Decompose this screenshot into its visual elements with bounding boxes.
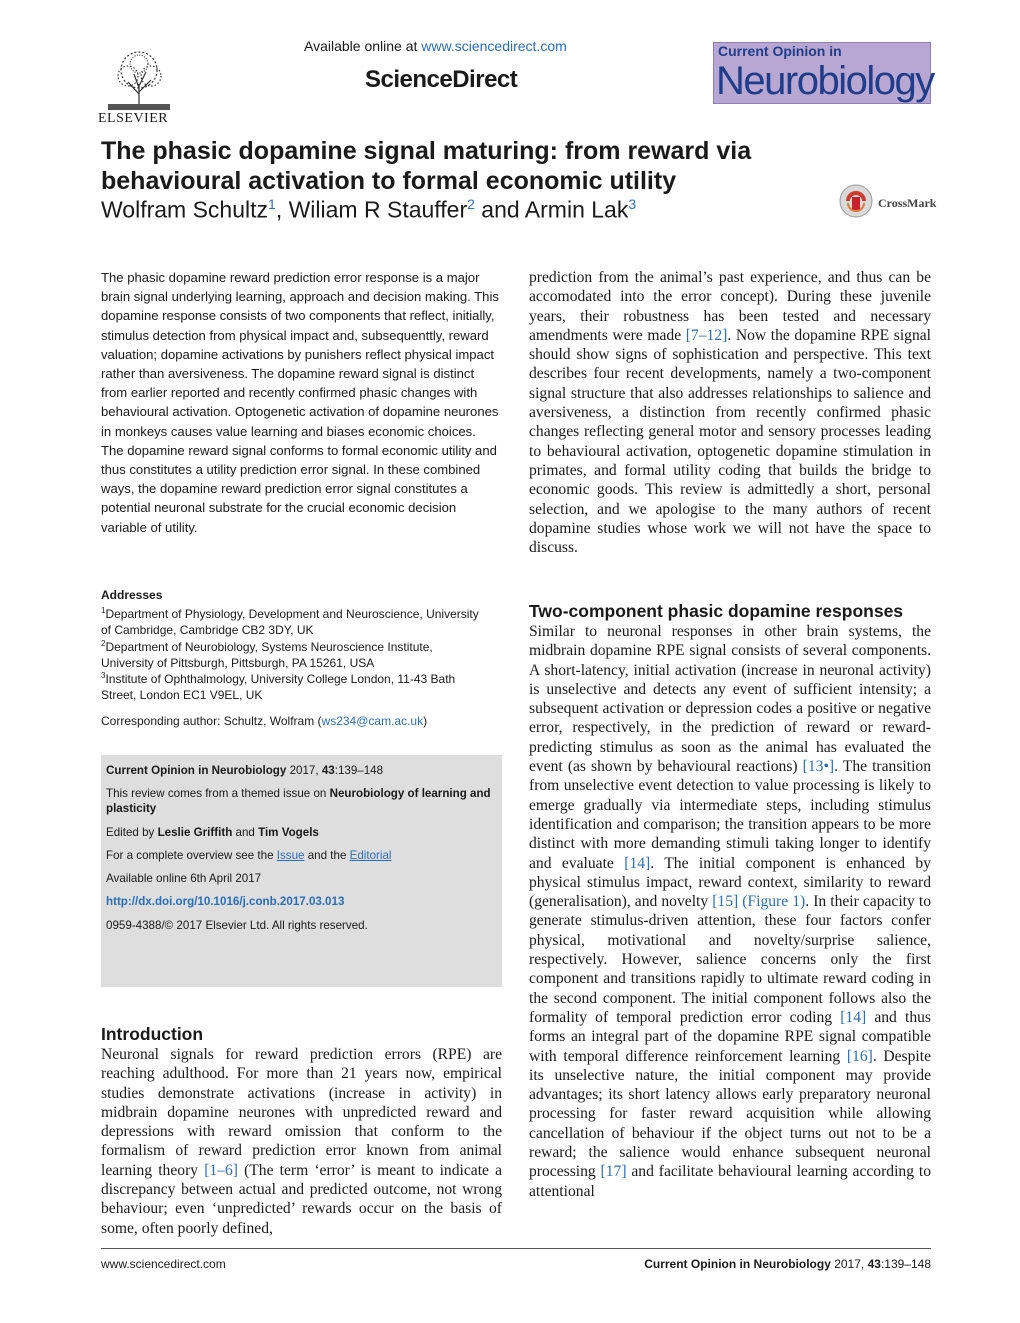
info-doi [106,894,496,909]
body-text: prediction from the animal’s past experience, and thus can be accomodated into the error concept). During these juvenile years, their robustness has been tested and necessary amendments were made [529,269,931,344]
footer-volume: 43 [867,1257,881,1271]
author-affil[interactable]: 2 [467,196,475,212]
body-text: . The initial component is enhanced by physical stimulus impact, reward context, similarity to reward (generalisation), and novelty [529,854,931,911]
abstract: The phasic dopamine reward prediction error response is a major brain signal underlying learning, approach and decision making. This dopamine response consists of two components that reflect, initially, stimulus detection from physical impact and, subsequenttly, reward valuation; dopamine activations by punishers reflect physical impact rather than aversiveness. The dopamine reward signal is distinct from earlier reported and recently confirmed phasic changes with behavioural activation. Optogenetic activation of dopamine neurones in monkeys causes value learning and biases economic choices. The dopamine reward signal conforms to formal economic utility and thus constitutes a utility prediction error signal. In these combined ways, the dopamine reward prediction error signal constitutes a potential neuronal substrate for the crucial economic decision variable of utility. [101,270,499,535]
address-line: University of Pittsburgh, Pittsburgh, PA 15261, USA [101,656,375,670]
intro-paragraph [101,1045,502,1238]
ref-link[interactable]: [7–12] [685,326,728,344]
body-text: . Now the dopamine RPE signal should show signs of sophistication and perspective. This text describes four recent developments, namely a two-component signal structure that also addresses relationships to salience and aversiveness, a distinction from recently confirmed phasic changes reflecting general motor and sensory processes leading to behavioural activation, optogenetic dopamine stimulation in primates, and formal utility coding that builds the bridge to economic goods. This review is admittedly a short, personal selection, and we apologise to the many authors of recent dopamine studies whose work we will not have the space to discuss. [529,326,931,557]
ref-link[interactable]: [1–6] [204,1161,238,1179]
author-sep: , [275,196,289,223]
author-sep: and [474,196,525,223]
corresponding-author [101,714,427,728]
author-affil[interactable]: 3 [628,196,637,212]
address-sup: 3 [101,671,106,680]
address-item [101,603,501,638]
info-year: 2017, [286,764,322,777]
author-affil[interactable]: 1 [268,196,276,212]
footer-divider [101,1248,931,1249]
sciencedirect-brand: ScienceDirect [365,66,518,93]
body-text: Similar to neuronal responses in other brain systems, the midbrain dopamine RPE signal consists of several components. A short-latency, initial activation (increase in neuronal activity) is unselective and detects any event of sufficient intensity; a subsequent activation or depression codes a positive or negative error, respectively, in the prediction of reward or reward-predicting stimulus as soon as the animal has evaluated the event (as shown by behavioural reactions) [529,623,931,776]
ref-link[interactable]: [13•] [802,758,835,776]
editorial-link[interactable]: Editorial [349,849,392,862]
journal-banner [713,42,934,104]
ref-link[interactable]: [16] [846,1047,873,1065]
address-item [101,668,501,703]
address-sup: 2 [101,639,106,648]
author-name: Armin Lak [524,196,629,223]
email-link[interactable]: ws234@cam.ac.uk [321,714,424,728]
info-edited-prefix: Edited by [106,826,158,839]
intro-text: (The term ‘error’ is meant to indicate a discrepancy between actual and predicted outcome, not wrong behaviour; even ‘unpredicted’ rewards occur on the basis of some, often poorly defined, [101,1161,502,1237]
sciencedirect-link[interactable]: www.sciencedirect.com [421,38,567,54]
intro-heading: Introduction [101,1024,204,1044]
available-online [304,38,567,54]
address-line: of Cambridge, Cambridge CB2 3DY, UK [101,623,314,637]
info-volume: 43 [321,764,335,777]
address-item [101,636,501,671]
footer-year: 2017, [830,1257,868,1271]
info-and: and [232,826,259,839]
intro-text: Neuronal signals for reward prediction errors (RPE) are reaching adulthood. For more than 21 years now, empirical studies demonstrate activations (increase in activity) in midbrain dopamine neurones with unpredicted reward and depressions with reward omission that conform to the formalism of reward prediction error known from animal learning theory [101,1046,502,1179]
corr-suffix: ) [423,714,428,728]
figure-link[interactable]: (Figure 1) [742,893,806,911]
corr-prefix: Corresponding author: Schultz, Wolfram ( [101,714,322,728]
body-text: . The transition from unselective event detection to value processing is likely to emerge gradually via intermediate steps, including stimulus identification and comparison; the transition appears to be more distinct with more demanding stimuli taking longer to identify and evaluate [529,758,931,872]
intro-continued [529,268,931,557]
author-list [101,196,636,224]
address-line: Department of Neurobiology, Systems Neuroscience Institute, [105,640,433,654]
info-theme [106,786,496,816]
editor-name: Leslie Griffith [157,826,233,839]
issue-link[interactable]: Issue [276,849,305,862]
editor-name: Tim Vogels [258,826,319,839]
available-prefix: Available online at [304,38,422,54]
article-title: The phasic dopamine signal maturing: from reward via behavioural activation to formal economic utility [101,137,752,195]
address-sup: 1 [101,606,106,615]
info-theme-name: Neurobiology of learning and plasticity [106,787,491,815]
info-copyright: 0959-4388/© 2017 Elsevier Ltd. All rights reserved. [106,919,368,932]
address-line: Institute of Ophthalmology, University College London, 11-43 Bath [105,672,456,686]
info-overview-and: and the [304,849,350,862]
info-pages: :139–148 [334,764,384,777]
body-text: . In their capacity to generate stimulus-driven attention, these four factors confer physical, motivational and novelty/surprise salience, respectively. However, salience concerns only the first component and transitions rapidly to ultimate reward coding in the second component. The initial component follows also the formality of temporal prediction error coding [529,893,932,1026]
address-line: Department of Physiology, Development and Neuroscience, University [105,607,479,621]
footer-pages: :139–148 [880,1257,931,1271]
info-theme-prefix: This review comes from a themed issue on [106,787,330,800]
doi-link[interactable]: http://dx.doi.org/10.1016/j.conb.2017.03.013 [106,895,345,908]
info-available: Available online 6th April 2017 [106,872,262,885]
author-name: Wiliam R Stauffer [288,196,468,223]
crossmark-label[interactable]: CrossMark [878,196,937,210]
footer-journal: Current Opinion in Neurobiology [644,1257,831,1271]
ref-link[interactable]: [17] [600,1163,627,1181]
body-text: and facilitate behavioural learning according to attentional [529,1163,931,1200]
body-text: . Despite its unselective nature, the initial component may provide advantages; its short latency allows early preparatory neuronal processing for faster reward acquisition while allowing cancellation of behaviour if the object turns out not to be a reward; the salience would enhance subsequent neuronal processing [529,1047,931,1181]
ref-link[interactable]: [14] [624,854,651,872]
ref-link[interactable]: [14] [840,1008,867,1026]
info-overview-prefix: For a complete overview see the [106,849,277,862]
body-text: and thus forms an integral part of the dopamine RPE signal compatible with temporal difference reinforcement learning [529,1008,931,1065]
journal-banner-small: Current Opinion in [718,43,842,59]
info-journal: Current Opinion in Neurobiology [106,764,287,777]
ref-link[interactable]: [15] [712,893,739,911]
crossmark-icon[interactable] [838,183,874,219]
footer-url[interactable]: www.sciencedirect.com [101,1257,226,1271]
info-editors [106,825,496,840]
section-paragraph [529,622,931,1201]
section-heading: Two-component phasic dopamine responses [529,601,904,621]
address-line: Street, London EC1 V9EL, UK [101,688,263,702]
footer-citation [644,1257,931,1271]
publisher-wordmark: ELSEVIER [98,111,169,126]
info-citation [106,763,496,778]
journal-banner-title: Neurobiology [716,59,934,103]
info-overview [106,848,496,863]
addresses-heading: Addresses [101,588,163,602]
author-name: Wolfram Schultz [101,196,269,223]
